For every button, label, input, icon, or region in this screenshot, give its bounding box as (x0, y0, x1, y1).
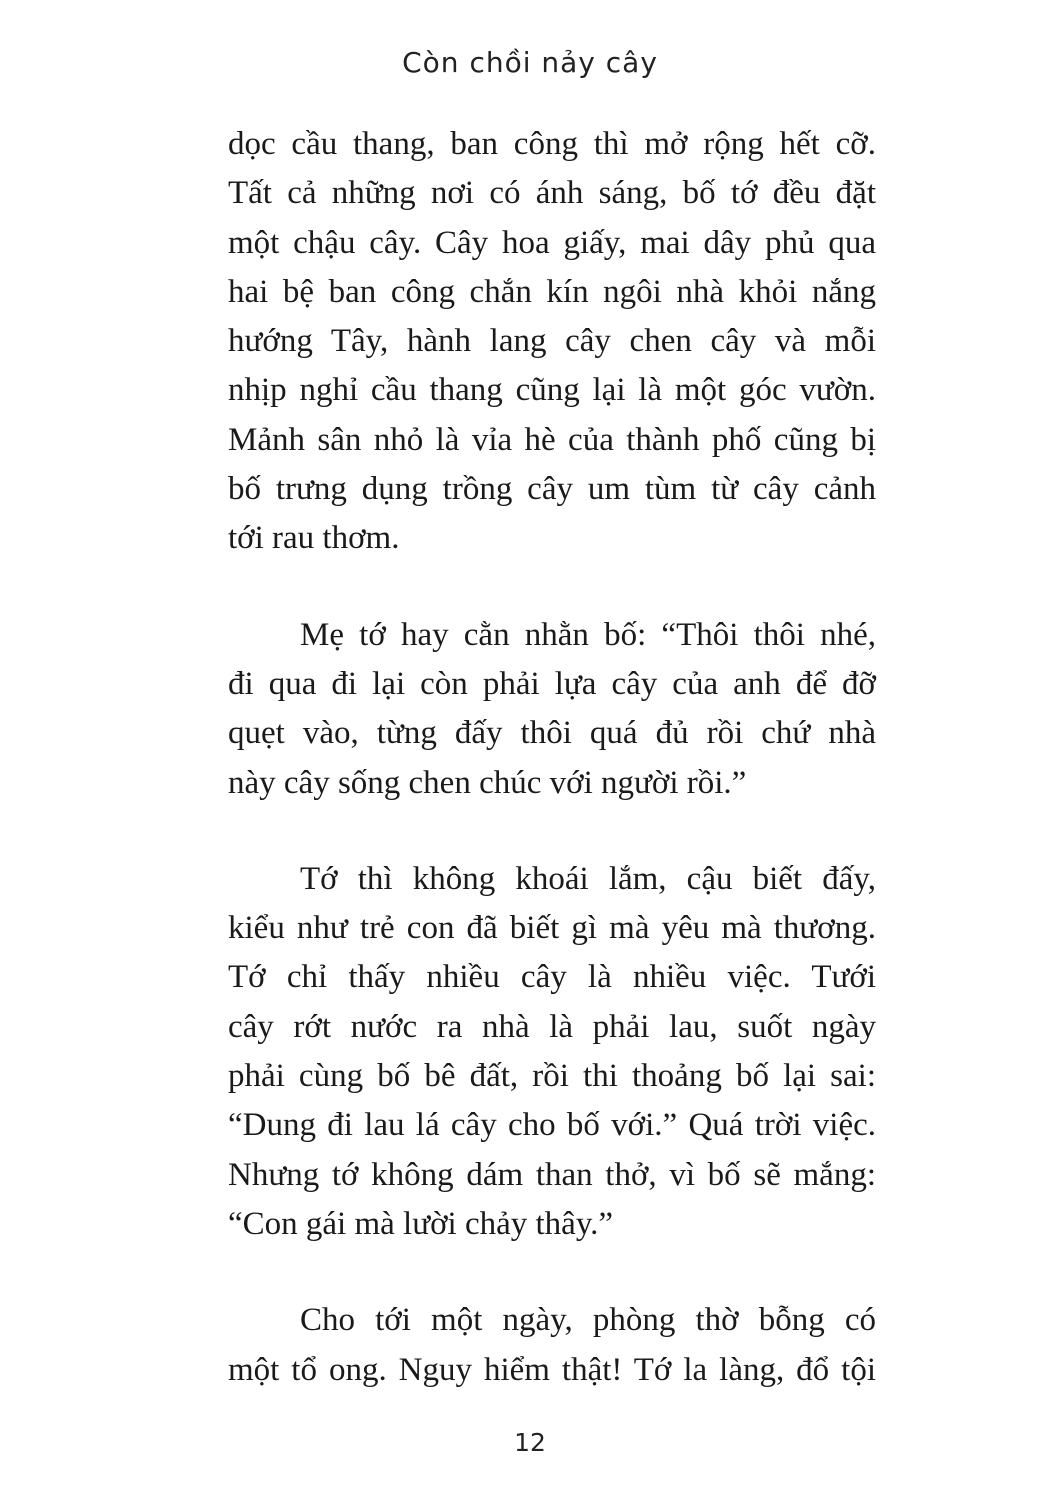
text-line: Nhưng tớ không dám than thở, vì bố sẽ mắng: (228, 1156, 876, 1193)
text-line: dọc cầu thang, ban công thì mở rộng hết cỡ. (228, 126, 876, 162)
text-line: hướng Tây, hành lang cây chen cây và mỗi (228, 323, 876, 360)
text-line: hai bệ ban công chắn kín ngôi nhà khỏi nắng (228, 273, 876, 310)
page-number: 12 (514, 1428, 546, 1457)
text-line: bố trưng dụng trồng cây um tùm từ cây cảnh (228, 471, 876, 508)
text-line: này cây sống chen chúc với người rồi.” (228, 764, 747, 801)
paragraph-2 (228, 611, 876, 808)
paragraph-3 (228, 855, 876, 1249)
text-line: nhịp nghỉ cầu thang cũng lại là một góc vườn. (228, 372, 876, 409)
text-line: Tất cả những nơi có ánh sáng, bố tớ đều đặt (228, 175, 876, 212)
running-header: Còn chồi nảy cây (402, 46, 658, 79)
paragraph-4 (228, 1296, 876, 1395)
text-line: kiểu như trẻ con đã biết gì mà yêu mà thương. (228, 910, 876, 947)
text-line: “Con gái mà lười chảy thây.” (228, 1205, 614, 1242)
text-line: tới rau thơm. (228, 520, 400, 557)
text-line: cây rớt nước ra nhà là phải lau, suốt ngày (228, 1008, 876, 1045)
text-line: Mẹ tớ hay cằn nhằn bố: “Thôi thôi nhé, (300, 616, 876, 653)
body-text (228, 120, 876, 1395)
text-line: Tớ chỉ thấy nhiều cây là nhiều việc. Tưới (228, 959, 876, 996)
text-line: đi qua đi lại còn phải lựa cây của anh để đỡ (228, 665, 876, 702)
text-line: một chậu cây. Cây hoa giấy, mai dây phủ qua (228, 224, 876, 261)
text-line: phải cùng bố bê đất, rồi thi thoảng bố lại sai: (228, 1058, 876, 1095)
text-line: Mảnh sân nhỏ là vỉa hè của thành phố cũng bị (228, 421, 876, 458)
text-line: một tổ ong. Nguy hiểm thật! Tớ la làng, đổ tội (228, 1351, 876, 1388)
text-line: “Dung đi lau lá cây cho bố với.” Quá trời việc. (228, 1107, 876, 1144)
text-line: quẹt vào, từng đấy thôi quá đủ rồi chứ nhà (228, 715, 876, 752)
text-line: Tớ thì không khoái lắm, cậu biết đấy, (300, 860, 876, 897)
text-line: Cho tới một ngày, phòng thờ bỗng có (300, 1302, 876, 1339)
paragraph-1 (228, 120, 876, 564)
